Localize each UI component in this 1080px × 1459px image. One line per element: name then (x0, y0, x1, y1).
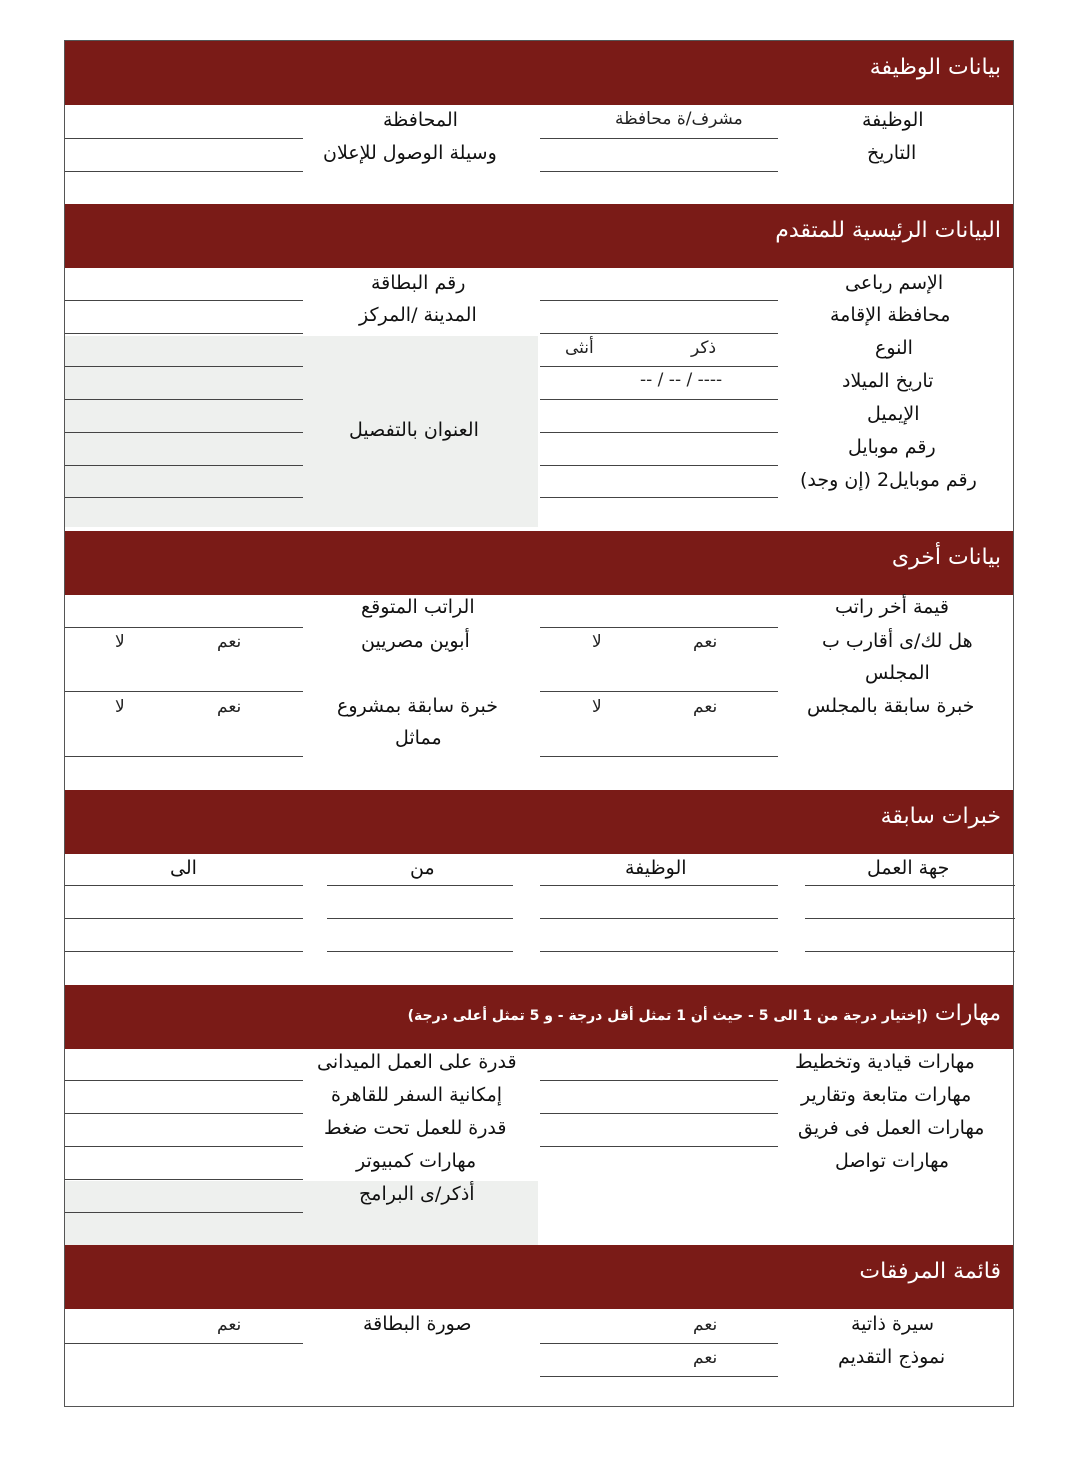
relatives-no[interactable]: لا (592, 632, 602, 652)
cv-line (540, 1343, 778, 1344)
id-number-label: رقم البطاقة (371, 272, 466, 294)
section-header-experience (65, 790, 1013, 854)
date-field[interactable] (540, 171, 778, 172)
application-label: نموذج التقديم (838, 1346, 946, 1368)
parents-no[interactable]: لا (115, 632, 125, 652)
mobile-field[interactable] (540, 465, 778, 466)
address-line (65, 366, 303, 367)
section-title: قائمة المرفقات (859, 1259, 1001, 1284)
gender-label: النوع (875, 337, 913, 359)
similar-exp-label: خبرة سابقة بمشروع (337, 695, 499, 717)
birth-date-value[interactable]: -- / -- / ---- (640, 370, 723, 390)
section-header-other (65, 531, 1013, 595)
col-employer: جهة العمل (867, 857, 950, 879)
position-field[interactable] (540, 951, 778, 952)
section-header-attachments (65, 1245, 1013, 1309)
id-number-field[interactable] (65, 300, 303, 301)
employer-field[interactable] (805, 918, 1015, 919)
council-exp-yes[interactable]: نعم (693, 697, 718, 717)
fieldwork-field[interactable] (65, 1080, 303, 1081)
employer-line (805, 885, 1015, 886)
followup-field[interactable] (540, 1113, 778, 1114)
pressure-field[interactable] (65, 1146, 303, 1147)
governorate-label: المحافظة (383, 109, 458, 131)
full-name-label: الإسم رباعى (845, 272, 944, 294)
residence-gov-field[interactable] (540, 333, 778, 334)
mobile-label: رقم موبايل (848, 436, 936, 458)
to-field[interactable] (65, 918, 303, 919)
residence-gov-label: محافظة الإقامة (830, 304, 951, 326)
similar-exp-no[interactable]: لا (115, 697, 125, 717)
female-option[interactable]: أنثى (565, 338, 594, 358)
parents-line (65, 691, 303, 692)
relatives-yes[interactable]: نعم (693, 632, 718, 652)
fieldwork-label: قدرة على العمل الميدانى (317, 1051, 517, 1073)
ad-source-field[interactable] (65, 171, 303, 172)
position-line (540, 885, 778, 886)
position-value: مشرف/ة محافظة (615, 109, 743, 129)
address-line (65, 465, 303, 466)
similar-exp-label-2: مماثل (395, 727, 442, 749)
col-to: الى (170, 857, 197, 879)
birth-date-label: تاريخ الميلاد (842, 370, 934, 392)
position-label: الوظيفة (862, 109, 924, 131)
last-salary-label: قيمة أخر راتب (835, 596, 949, 618)
section-header-job (65, 41, 1013, 105)
address-line (65, 399, 303, 400)
application-form (64, 40, 1014, 1407)
similar-exp-line (65, 756, 303, 757)
travel-label: إمكانية السفر للقاهرة (331, 1084, 503, 1106)
section-header-main (65, 204, 1013, 268)
followup-label: مهارات متابعة وتقارير (801, 1084, 972, 1106)
id-copy-label: صورة البطاقة (363, 1313, 472, 1335)
id-copy-line (65, 1343, 303, 1344)
programs-field[interactable] (65, 1181, 303, 1245)
gender-line (540, 366, 778, 367)
email-field[interactable] (540, 432, 778, 433)
from-line (327, 885, 513, 886)
city-field[interactable] (65, 333, 303, 334)
parents-yes[interactable]: نعم (217, 632, 242, 652)
governorate-field[interactable] (65, 138, 303, 139)
date-label: التاريخ (867, 142, 917, 164)
similar-exp-yes[interactable]: نعم (217, 697, 242, 717)
council-exp-label: خبرة سابقة بالمجلس (807, 695, 975, 717)
programs-label: أذكر/ى البرامج (359, 1183, 475, 1205)
full-name-field[interactable] (540, 300, 778, 301)
address-label: العنوان بالتفصيل (349, 419, 479, 441)
teamwork-field[interactable] (540, 1146, 778, 1147)
col-from: من (410, 857, 435, 879)
cv-yes[interactable]: نعم (693, 1315, 718, 1335)
to-field[interactable] (65, 951, 303, 952)
city-label: المدينة /المركز (359, 304, 477, 326)
address-line (65, 497, 303, 498)
skills-note: (إختيار درجة من 1 الى 5 - حيث أن 1 تمثل أقل درجة - و 5 تمثل أعلى درجة) (407, 1008, 928, 1024)
section-title: خبرات سابقة (880, 804, 1001, 829)
ad-source-label: وسيلة الوصول للإعلان (323, 142, 497, 164)
relatives-label-2: المجلس (865, 662, 930, 684)
egyptian-parents-label: أبوين مصريين (361, 630, 470, 652)
council-exp-no[interactable]: لا (592, 697, 602, 717)
male-option[interactable]: ذكر (691, 338, 717, 358)
skills-title: مهارات (934, 1001, 1001, 1026)
from-field[interactable] (327, 951, 513, 952)
employer-field[interactable] (805, 951, 1015, 952)
mobile2-label: رقم موبايل2 (إن وجد) (800, 469, 977, 491)
position-field[interactable] (540, 918, 778, 919)
expected-salary-label: الراتب المتوقع (361, 596, 475, 618)
section-title (408, 1001, 1001, 1026)
address-line (65, 432, 303, 433)
section-header-skills (65, 985, 1013, 1049)
section-title: بيانات أخرى (891, 545, 1001, 570)
expected-salary-field[interactable] (65, 627, 303, 628)
leadership-label: مهارات قيادية وتخطيط (795, 1051, 975, 1073)
to-line (65, 885, 303, 886)
position-line (540, 138, 778, 139)
council-exp-line (540, 756, 778, 757)
last-salary-field[interactable] (540, 627, 778, 628)
mobile2-field[interactable] (540, 497, 778, 498)
travel-field[interactable] (65, 1113, 303, 1114)
col-position: الوظيفة (625, 857, 687, 879)
programs-line (65, 1212, 303, 1213)
cv-label: سيرة ذاتية (851, 1313, 935, 1335)
birth-date-line (540, 399, 778, 400)
section-title: البيانات الرئيسية للمتقدم (775, 218, 1001, 243)
relatives-line (540, 691, 778, 692)
teamwork-label: مهارات العمل فى فريق (798, 1117, 985, 1139)
computer-field[interactable] (65, 1179, 303, 1180)
id-copy-yes[interactable]: نعم (217, 1315, 242, 1335)
section-title: بيانات الوظيفة (869, 55, 1001, 80)
leadership-field[interactable] (540, 1080, 778, 1081)
from-field[interactable] (327, 918, 513, 919)
application-line (540, 1376, 778, 1377)
communication-label: مهارات تواصل (835, 1150, 950, 1172)
relatives-label: هل لك/ى أقارب ب (822, 630, 973, 652)
pressure-label: قدرة للعمل تحت ضغط (324, 1117, 507, 1139)
email-label: الإيميل (867, 403, 920, 425)
computer-label: مهارات كمبيوتر (356, 1150, 477, 1172)
application-yes[interactable]: نعم (693, 1348, 718, 1368)
